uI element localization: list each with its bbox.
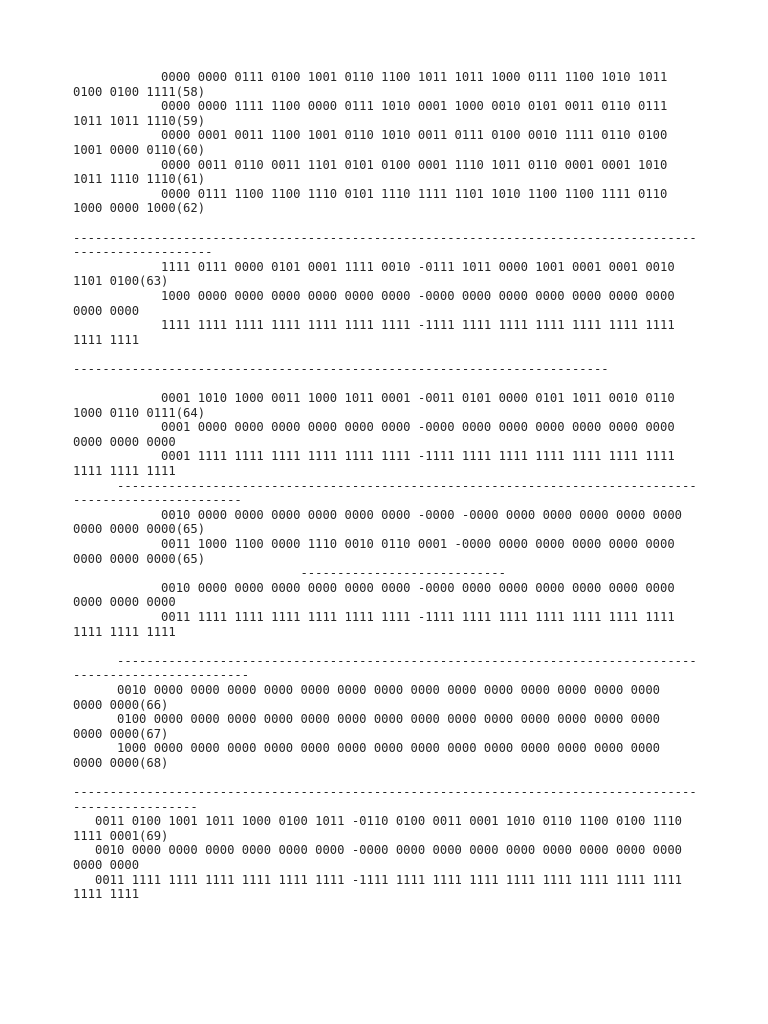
text-line: 1111 1111 1111: [73, 464, 176, 479]
text-line: 0000 0001 0011 1100 1001 0110 1010 0011 0111 0100 0010 1111 0110 0100: [73, 128, 668, 143]
text-line: 1111 0111 0000 0101 0001 1111 0010 -0111 1011 0000 1001 0001 0001 0010: [73, 259, 675, 274]
text-line: 0000 0000 0111 0100 1001 0110 1100 1011 1011 1000 0111 1100 1010 1011: [73, 70, 668, 84]
text-line: 1000 0000 0000 0000 0000 0000 0000 -0000 0000 0000 0000 0000 0000 0000: [73, 288, 675, 303]
text-line: 0000 0000: [73, 858, 140, 873]
text-line: 1111 1111: [73, 332, 140, 347]
text-line: 0011 0100 1001 1011 1000 0100 1011 -0110 0100 0011 0001 1010 0110 1100 0100 1110: [73, 814, 683, 829]
text-line: ------------------------: [73, 668, 250, 683]
text-line: 0000 0000: [73, 303, 140, 318]
text-line: 0001 0000 0000 0000 0000 0000 0000 -0000 0000 0000 0000 0000 0000 0000: [73, 420, 675, 435]
text-line: 0010 0000 0000 0000 0000 0000 0000 -0000 0000 0000 0000 0000 0000 0000: [73, 580, 675, 595]
text-line: -------------------------------------------------------------------------------: [73, 478, 697, 493]
text-line: -------------------------------------------------------------------------------------: [73, 785, 697, 800]
text-line: 0001 1111 1111 1111 1111 1111 1111 -1111 1111 1111 1111 1111 1111 1111: [73, 449, 675, 464]
text-line: 0000 0000 1111 1100 0000 0111 1010 0001 1000 0010 0101 0011 0110 0111: [73, 99, 668, 114]
text-line: 0011 1000 1100 0000 1110 0010 0110 0001 -0000 0000 0000 0000 0000 0000: [73, 537, 675, 551]
text-line: 0010 0000 0000 0000 0000 0000 0000 -0000 -0000 0000 0000 0000 0000 0000: [73, 507, 683, 522]
text-line: 1011 1110 1110(61): [73, 172, 206, 187]
text-line: 0100 0100 1111(58): [73, 84, 206, 99]
text-line: 0000 0000(67): [73, 726, 169, 741]
text-line: -----------------------: [73, 493, 242, 508]
text-line: [73, 347, 713, 362]
text-line: 0000 0111 1100 1100 1110 0101 1110 1111 1101 1010 1100 1100 1111 0110: [73, 186, 668, 201]
text-line: 1000 0110 0111(64): [73, 405, 206, 420]
text-line: 0000 0000 0000: [73, 595, 176, 610]
text-line: 1101 0100(63): [73, 274, 169, 289]
text-line: 1001 0000 0110(60): [73, 142, 206, 157]
text-line: 1000 0000 1000(62): [73, 201, 206, 216]
text-line: 0100 0000 0000 0000 0000 0000 0000 0000 0000 0000 0000 0000 0000 0000 0000: [73, 712, 660, 727]
text-line: -------------------------------------------------------------------------: [73, 361, 609, 376]
text-line: 0001 1010 1000 0011 1000 1011 0001 -0011 0101 0000 0101 1011 0010 0110: [73, 391, 675, 406]
text-line: -----------------: [73, 799, 198, 814]
text-line: 0000 0000 0000: [73, 434, 176, 449]
text-line: 0000 0000(68): [73, 755, 169, 770]
text-line: 1111 1111 1111: [73, 624, 176, 639]
text-line: 0011 1111 1111 1111 1111 1111 1111 -1111 1111 1111 1111 1111 1111 1111: [73, 609, 675, 624]
text-line: 0000 0000(66): [73, 697, 169, 712]
text-line: [73, 216, 713, 231]
text-line: 1011 1011 1110(59): [73, 113, 206, 128]
text-line: 1111 1111: [73, 887, 140, 902]
text-line: 0000 0000 0000(65): [73, 551, 206, 566]
text-line: -------------------------------------------------------------------------------------: [73, 230, 697, 245]
text-line: 0000 0000 0000(65): [73, 522, 206, 537]
text-line: -------------------: [73, 245, 213, 260]
text-line: ----------------------------: [73, 566, 506, 581]
text-line: 1111 0001(69): [73, 828, 169, 843]
text-line: [73, 376, 713, 391]
text-line: 0011 1111 1111 1111 1111 1111 1111 -1111 1111 1111 1111 1111 1111 1111 1111 1111: [73, 872, 683, 887]
text-line: 0000 0011 0110 0011 1101 0101 0100 0001 1110 1011 0110 0001 0001 1010: [73, 157, 668, 172]
text-line: 1111 1111 1111 1111 1111 1111 1111 -1111 1111 1111 1111 1111 1111 1111: [73, 318, 675, 333]
text-line: [73, 639, 713, 654]
text-line: 1000 0000 0000 0000 0000 0000 0000 0000 0000 0000 0000 0000 0000 0000 0000: [73, 741, 660, 756]
text-line: 0010 0000 0000 0000 0000 0000 0000 0000 0000 0000 0000 0000 0000 0000 0000: [73, 682, 660, 697]
document-text: [73, 70, 713, 902]
text-line: -------------------------------------------------------------------------------: [73, 653, 697, 668]
text-line: 0010 0000 0000 0000 0000 0000 0000 -0000 0000 0000 0000 0000 0000 0000 0000 0000: [73, 843, 683, 858]
text-line: [73, 771, 713, 786]
